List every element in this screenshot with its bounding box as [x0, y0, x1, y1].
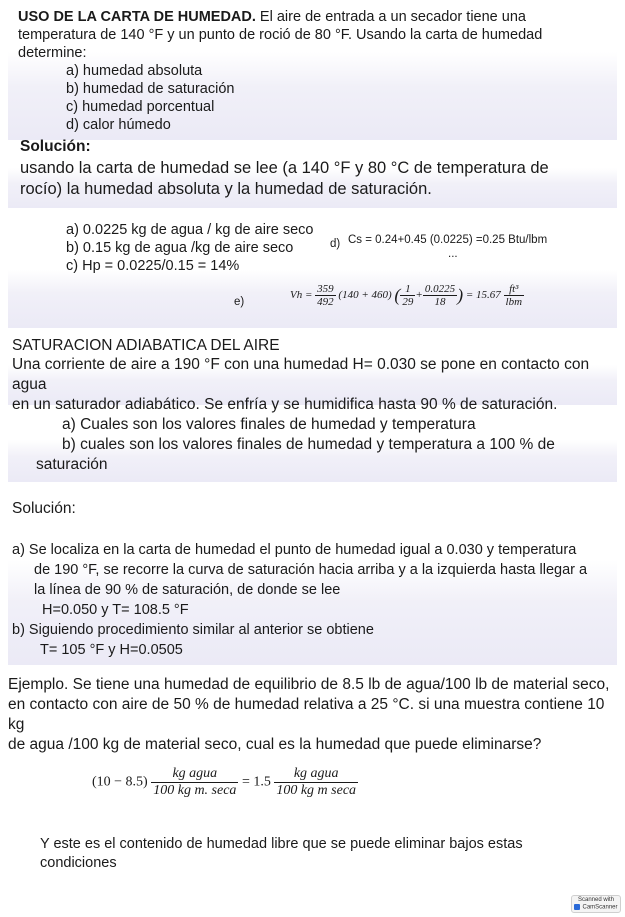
- answers-abc: [66, 221, 313, 275]
- answer-d-dots: ...: [448, 248, 458, 260]
- solution-text: [20, 158, 620, 200]
- solution-label: Solución:: [20, 138, 91, 155]
- intro-text: temperatura de 140 °F y un punto de roció de 80 °F. Usando la carta de humedad: [18, 27, 543, 43]
- answer-d-label: d): [330, 238, 341, 250]
- frac-num: kg agua: [151, 766, 238, 783]
- solution-a: [12, 540, 620, 660]
- frac-num: 359: [317, 283, 334, 295]
- solution-line: usando la carta de humedad se lee (a 140 °F y 80 °C de temperatura de: [20, 159, 549, 177]
- question-b-cont: saturación: [36, 456, 108, 473]
- closing-line: condiciones: [40, 855, 117, 871]
- frac-den: 100 kg m seca: [276, 783, 357, 798]
- frac-den: 492: [317, 296, 334, 308]
- section-title: USO DE LA CARTA DE HUMEDAD.: [18, 9, 256, 25]
- solution-line: de 190 °F, se recorre la curva de saturación hacia arriba y a la izquierda hasta llegar a: [34, 562, 588, 578]
- frac-num: ft³: [504, 283, 525, 296]
- section2-title: SATURACION ADIABATICA DEL AIRE: [12, 337, 280, 354]
- list-item: d) calor húmedo: [66, 117, 171, 133]
- example-line: de agua /100 kg de material seco, cual es la humedad que puede eliminarse?: [8, 736, 542, 753]
- closing-line: Y este es el contenido de humedad libre que se puede eliminar bajos estas: [40, 836, 523, 852]
- solution-line: T= 105 °F y H=0.0505: [40, 642, 183, 658]
- frac-den: lbm: [505, 296, 523, 308]
- intro-text: determine:: [18, 45, 87, 61]
- list-item: a) humedad absoluta: [66, 63, 203, 79]
- vh-result: = 15.67: [465, 289, 501, 302]
- example-line: Ejemplo. Se tiene una humedad de equilibrio de 8.5 lb de agua/100 lb de material seco,: [8, 676, 610, 693]
- question-b: b) cuales son los valores finales de humedad y temperatura a 100 % de: [62, 436, 555, 453]
- vh-formula: Vh = $\frac{359}{492}$ (140 + 460) ( $\frac{1}{29}$ + $\frac{0.0225}{18}$ ) = 15.67 $\frac{\text{ft³}}{\text{lbm}}$: [290, 283, 523, 308]
- solution-line: H=0.050 y T= 108.5 °F: [42, 602, 189, 618]
- camscanner-badge: [571, 895, 621, 913]
- example-text: [8, 675, 620, 755]
- closing-text: [40, 835, 600, 873]
- answer-e-label: e): [234, 296, 245, 308]
- badge-line: CamScanner: [582, 904, 618, 911]
- answer-a: a) 0.0225 kg de agua / kg de aire seco: [66, 222, 314, 238]
- list-item: c) humedad porcentual: [66, 99, 215, 115]
- question-a: a) Cuales son los valores finales de humedad y temperatura: [62, 416, 476, 433]
- frac-num: kg agua: [274, 766, 358, 783]
- vh-lhs: Vh =: [290, 289, 313, 302]
- vh-mid: (140 + 460): [338, 289, 392, 302]
- answer-c: c) Hp = 0.0225/0.15 = 14%: [66, 258, 240, 274]
- solution-line: la línea de 90 % de saturación, de donde se lee: [34, 582, 341, 598]
- intro-text: El aire de entrada a un secador tiene una: [255, 9, 526, 25]
- formula-result: = 1.5: [241, 774, 271, 790]
- solution-line: b) Siguiendo procedimiento similar al anterior se obtiene: [12, 622, 374, 638]
- intro-line: en un saturador adiabático. Se enfría y se humidifica hasta 90 % de saturación.: [12, 396, 558, 413]
- frac-num: 0.0225: [424, 283, 456, 295]
- question-list: [66, 62, 234, 134]
- humidity-formula: [92, 766, 358, 799]
- list-item: b) humedad de saturación: [66, 81, 235, 97]
- section2-intro: [12, 355, 622, 415]
- frac-den: 100 kg m. seca: [153, 783, 237, 798]
- frac-den: 18: [434, 296, 446, 308]
- answer-b: b) 0.15 kg de agua /kg de aire seco: [66, 240, 294, 256]
- answer-d: Cs = 0.24+0.45 (0.0225) =0.25 Btu/lbm: [348, 234, 548, 246]
- solution-line: a) Se localiza en la carta de humedad el punto de humedad igual a 0.030 y temperatura: [12, 542, 577, 558]
- example-line: en contacto con aire de 50 % de humedad relativa a 25 °C. si una muestra contiene 10 kg: [8, 696, 605, 733]
- frac-num: 1: [400, 283, 415, 296]
- frac-den: 29: [402, 296, 414, 308]
- badge-line: Scanned with: [577, 896, 615, 903]
- intro-line: Una corriente de aire a 190 °F con una humedad H= 0.030 se pone en contacto con agua: [12, 356, 590, 393]
- camscanner-icon: [574, 904, 580, 910]
- section1-intro: [18, 8, 618, 62]
- formula-lhs: (10 − 8.5): [92, 774, 148, 790]
- solution-label: Solución:: [12, 500, 76, 517]
- solution-line: rocío) la humedad absoluta y la humedad de saturación.: [20, 180, 432, 198]
